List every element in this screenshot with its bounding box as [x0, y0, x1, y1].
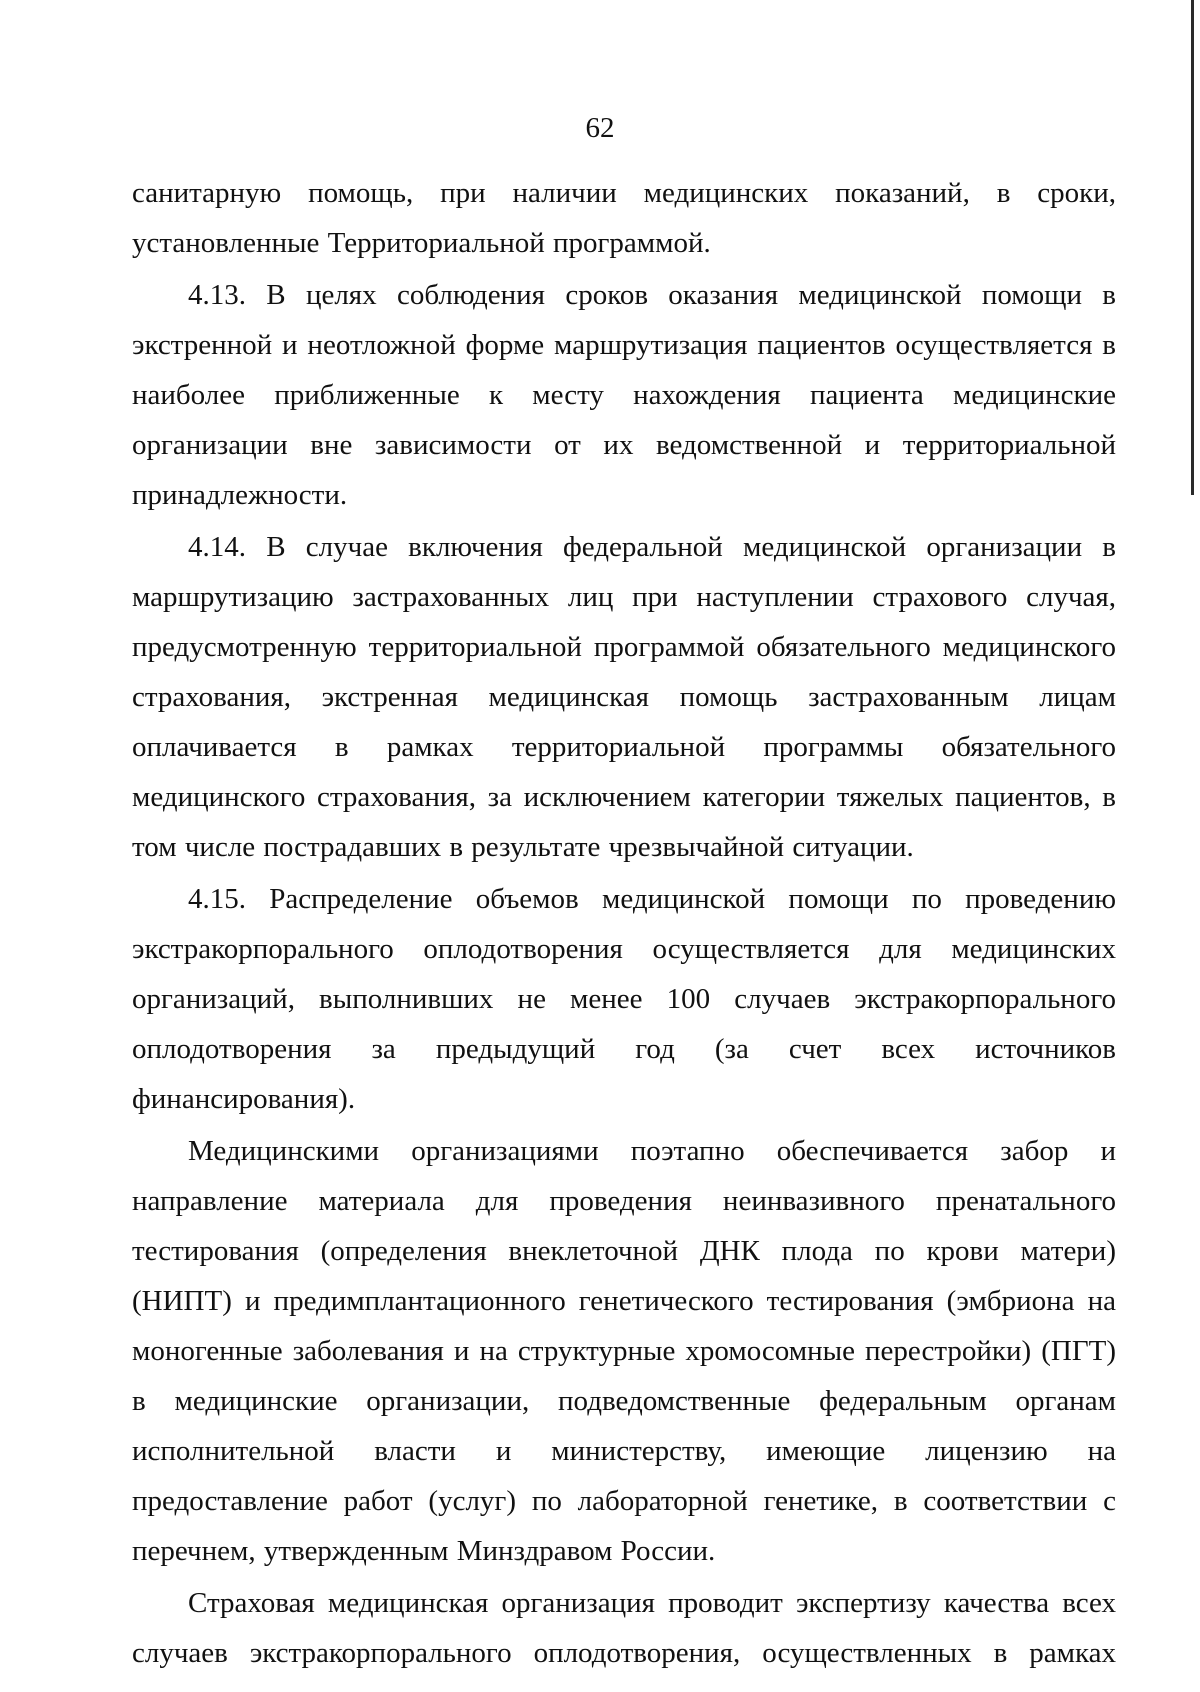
document-body [132, 168, 1116, 1678]
paragraph-4-15: 4.15. Распределение объемов медицинской помощи по проведению экстракорпорального оплодотворения осуществляется для медицинских организаций, выполнивших не менее 100 случаев экстракорпорального оплодотворения за предыдущий год (за счет всех источников финансирования). [132, 883, 1116, 1115]
paragraph-continuation: санитарную помощь, при наличии медицинских показаний, в сроки, установленные Территориальной программой. [132, 177, 1116, 259]
paragraph-nipt-pgt: Медицинскими организациями поэтапно обеспечивается забор и направление материала для проведения неинвазивного пренатального тестирования (определения внеклеточной ДНК плода по крови матери) (НИПТ) и предимплантационного генетического тестирования (эмбриона на моногенные заболевания и на структурные хромосомные перестройки) (ПГТ) в медицинские организации, подведомственные федеральным органам исполнительной власти и министерству, имеющие лицензию на предоставление работ (услуг) по лабораторной генетике, в соответствии с перечнем, утвержденным Минздравом России. [132, 1135, 1116, 1567]
paragraph-4-14: 4.14. В случае включения федеральной медицинской организации в маршрутизацию застрахованных лиц при наступлении страхового случая, предусмотренную территориальной программой обязательного медицинского страхования, экстренная медицинская помощь застрахованным лицам оплачивается в рамках территориальной программы обязательного медицинского страхования, за исключением категории тяжелых пациентов, в том числе пострадавших в результате чрезвычайной ситуации. [132, 531, 1116, 863]
page-number: 62 [585, 112, 615, 144]
paragraph-4-13: 4.13. В целях соблюдения сроков оказания медицинской помощи в экстренной и неотложной форме маршрутизация пациентов осуществляется в наиболее приближенные к месту нахождения пациента медицинские организации вне зависимости от их ведомственной и территориальной принадлежности. [132, 279, 1116, 511]
paragraph-insurance-expertise: Страховая медицинская организация проводит экспертизу качества всех случаев экстракорпорального оплодотворения, осуществленных в рамках [132, 1587, 1116, 1669]
scan-edge-line [1191, 0, 1194, 495]
